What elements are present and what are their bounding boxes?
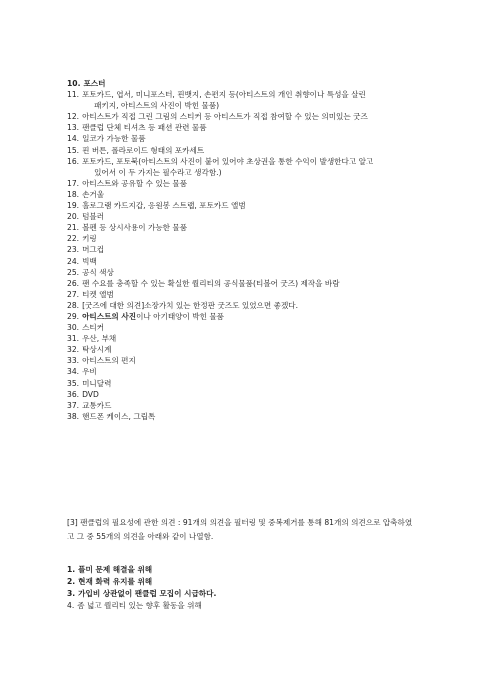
list-item-number: 35. — [67, 378, 80, 388]
list-item-line: 교통카드 — [82, 400, 112, 410]
list-item-text — [82, 278, 427, 289]
list-item-text — [82, 200, 427, 211]
list-item-continuation: 있어서 이 두 가지는 필수라고 생각함.) — [94, 167, 222, 177]
list-item-text — [82, 411, 427, 422]
list-item-number: 31. — [67, 334, 80, 344]
reason-item — [67, 564, 417, 576]
list-item-text — [82, 244, 427, 255]
list-item-text — [82, 233, 427, 244]
list-item — [67, 378, 427, 389]
list-item-text — [82, 178, 427, 189]
list-item — [67, 178, 427, 189]
list-item-number: 34. — [67, 367, 80, 377]
list-item-number: 22. — [67, 234, 80, 244]
list-item-text — [82, 111, 427, 122]
list-item-number: 12. — [67, 112, 80, 122]
list-item — [67, 278, 427, 289]
list-item-number: 38. — [67, 411, 80, 421]
list-item-number: 32. — [67, 345, 80, 355]
reason-item — [67, 600, 417, 612]
list-item — [67, 355, 427, 366]
list-item-number: 18. — [67, 189, 80, 199]
reason-item — [67, 588, 417, 600]
reason-item-number: 3. — [67, 589, 76, 599]
list-item-line: 볼펜 등 상시사용이 가능한 물품 — [82, 223, 188, 233]
list-item-line: 키링 — [82, 234, 97, 244]
fanclub-necessity-paragraph: [3] 팬클럽의 필요성에 관한 의견 : 91개의 의견을 필터링 및 중복제거를 통해 81개의 의견으로 압축하였고 그 중 55개의 의견을 아래와 같이 나열함. — [67, 518, 413, 541]
list-item-line: 핀 버튼, 폴라로이드 형태의 포카세트 — [82, 145, 205, 155]
list-item-line: 포토카드, 포토북(아티스트의 사진이 붙어 있어야 초상권을 통한 수익이 발생한다고 알고 — [82, 156, 374, 166]
list-item — [67, 233, 427, 244]
list-item-text — [82, 211, 427, 222]
list-item-line: 우비 — [82, 367, 97, 377]
list-item — [67, 133, 427, 144]
list-item-line: 아티스트의 편지 — [82, 356, 136, 366]
list-item — [67, 244, 427, 255]
reason-item-text: 가입비 상관없이 팬클럽 모집이 시급하다. — [78, 589, 217, 599]
list-item — [67, 200, 427, 211]
list-item-line: 공식 색상 — [82, 267, 114, 277]
list-item-text — [82, 300, 427, 311]
list-item-line: 핸드폰 케이스, 그립톡 — [82, 411, 156, 421]
fanclub-reason-list — [67, 564, 417, 612]
list-item-number: 11. — [67, 90, 80, 100]
reason-item-number: 1. — [67, 565, 76, 574]
list-item-number: 26. — [67, 278, 80, 288]
list-item-text — [82, 122, 427, 133]
list-item — [67, 389, 427, 400]
list-item-line: 티켓 앨범 — [82, 289, 114, 299]
list-item-line: 팬 수요를 충족할 수 있는 확실한 퀄리티의 공식물품(티볼어 굿즈) 제작을 바람 — [82, 278, 340, 288]
list-item-line: 포스터 — [83, 79, 106, 88]
list-item — [67, 189, 427, 200]
list-item-number: 23. — [67, 245, 80, 255]
list-item-text — [82, 189, 427, 200]
list-item-text — [83, 78, 427, 89]
list-item — [67, 211, 427, 222]
list-item-line: 스티커 — [82, 323, 105, 333]
reason-item — [67, 576, 417, 588]
list-item — [67, 400, 427, 411]
list-item-line: 홀로그램 카드지갑, 응원봉 스트랩, 포토카드 앨범 — [82, 201, 246, 211]
list-item-number: 36. — [67, 389, 80, 399]
list-item-line: 미니달력 — [82, 378, 112, 388]
list-item-number: 17. — [67, 178, 80, 188]
list-item — [67, 333, 427, 344]
list-item-number: 16. — [67, 156, 80, 166]
list-item-line: 포토카드, 엽서, 미니포스터, 핀뱃지, 손편지 등(아티스트의 개인 취향이나 특성을 살린 — [82, 90, 366, 100]
goods-suggestion-list — [67, 78, 427, 422]
list-item — [67, 78, 427, 89]
list-item-text — [82, 344, 427, 355]
list-item-number: 30. — [67, 323, 80, 333]
list-item — [67, 122, 427, 133]
list-item-number: 19. — [67, 201, 80, 211]
list-item — [67, 111, 427, 122]
list-item — [67, 267, 427, 278]
list-item-number: 29. — [67, 311, 80, 321]
list-item-line: DVD — [82, 389, 99, 399]
list-item-text — [82, 366, 427, 377]
list-item-line: 머그컵 — [82, 245, 105, 255]
list-item-line: 아티스트가 직접 그린 그림의 스티커 등 아티스트가 직접 참여할 수 있는 의미있는 굿즈 — [82, 112, 368, 122]
list-item-text — [82, 156, 427, 178]
list-item-continuation: 패키지, 아티스트의 사진이 박힌 물품) — [94, 101, 220, 111]
reason-item-text: 좀 넓고 퀄리티 있는 향후 활동을 위해 — [77, 601, 202, 611]
list-item — [67, 322, 427, 333]
list-item-line: [굿즈에 대한 의견]소장가치 있는 한정판 굿즈도 있었으면 좋겠다. — [82, 300, 299, 310]
list-item-text — [82, 289, 427, 300]
list-item-number: 25. — [67, 267, 80, 277]
list-item-text — [82, 222, 427, 233]
list-item-line: 텀블러 — [82, 212, 105, 222]
list-item-rest-text: 이나 아기태양이 박힌 물품 — [136, 311, 225, 321]
list-item-text — [82, 311, 427, 322]
list-item-number: 15. — [67, 145, 80, 155]
list-item-line: 빅백 — [82, 256, 97, 266]
list-item-line: 손거울 — [82, 189, 105, 199]
list-item — [67, 89, 427, 111]
list-item — [67, 145, 427, 156]
list-item — [67, 366, 427, 377]
list-item-text — [82, 355, 427, 366]
list-item-text — [82, 333, 427, 344]
list-item-number: 27. — [67, 289, 80, 299]
list-item-number: 13. — [67, 123, 80, 133]
list-item — [67, 156, 427, 178]
list-item-line: 일코가 가능한 물품 — [82, 134, 146, 144]
list-item — [67, 300, 427, 311]
list-item-text — [82, 389, 427, 400]
list-item-text — [82, 267, 427, 278]
list-item-text — [82, 256, 427, 267]
list-item-text — [82, 133, 427, 144]
list-item-number: 28. — [67, 300, 80, 310]
reason-item-text: 현재 화력 유지를 위해 — [78, 577, 153, 587]
reason-item-number: 2. — [67, 577, 76, 587]
list-item-text — [82, 145, 427, 156]
list-item-number: 10. — [67, 79, 81, 88]
list-item — [67, 411, 427, 422]
list-item-line: 팬클럽 단체 티셔츠 등 패션 관련 물품 — [82, 123, 207, 133]
reason-item-number: 4. — [67, 601, 75, 611]
list-item-number: 24. — [67, 256, 80, 266]
list-item-text — [82, 378, 427, 389]
list-item-number: 37. — [67, 400, 80, 410]
list-item-number: 20. — [67, 212, 80, 222]
list-item — [67, 289, 427, 300]
list-item-text — [82, 322, 427, 333]
list-item-line: 아티스트와 공유할 수 있는 물품 — [82, 178, 188, 188]
list-item-number: 14. — [67, 134, 80, 144]
list-item-line: 우산, 부채 — [82, 334, 117, 344]
list-item — [67, 344, 427, 355]
list-item-number: 33. — [67, 356, 80, 366]
list-item-number: 21. — [67, 223, 80, 233]
list-item — [67, 311, 427, 322]
list-item — [67, 222, 427, 233]
list-item-text — [82, 89, 427, 111]
list-item-line: 탁상시계 — [82, 345, 112, 355]
list-item-text — [82, 400, 427, 411]
list-item-bold-text: 아티스트의 사진 — [82, 311, 137, 321]
reason-item-text: 플미 문제 해결을 위해 — [78, 565, 153, 574]
list-item — [67, 256, 427, 267]
